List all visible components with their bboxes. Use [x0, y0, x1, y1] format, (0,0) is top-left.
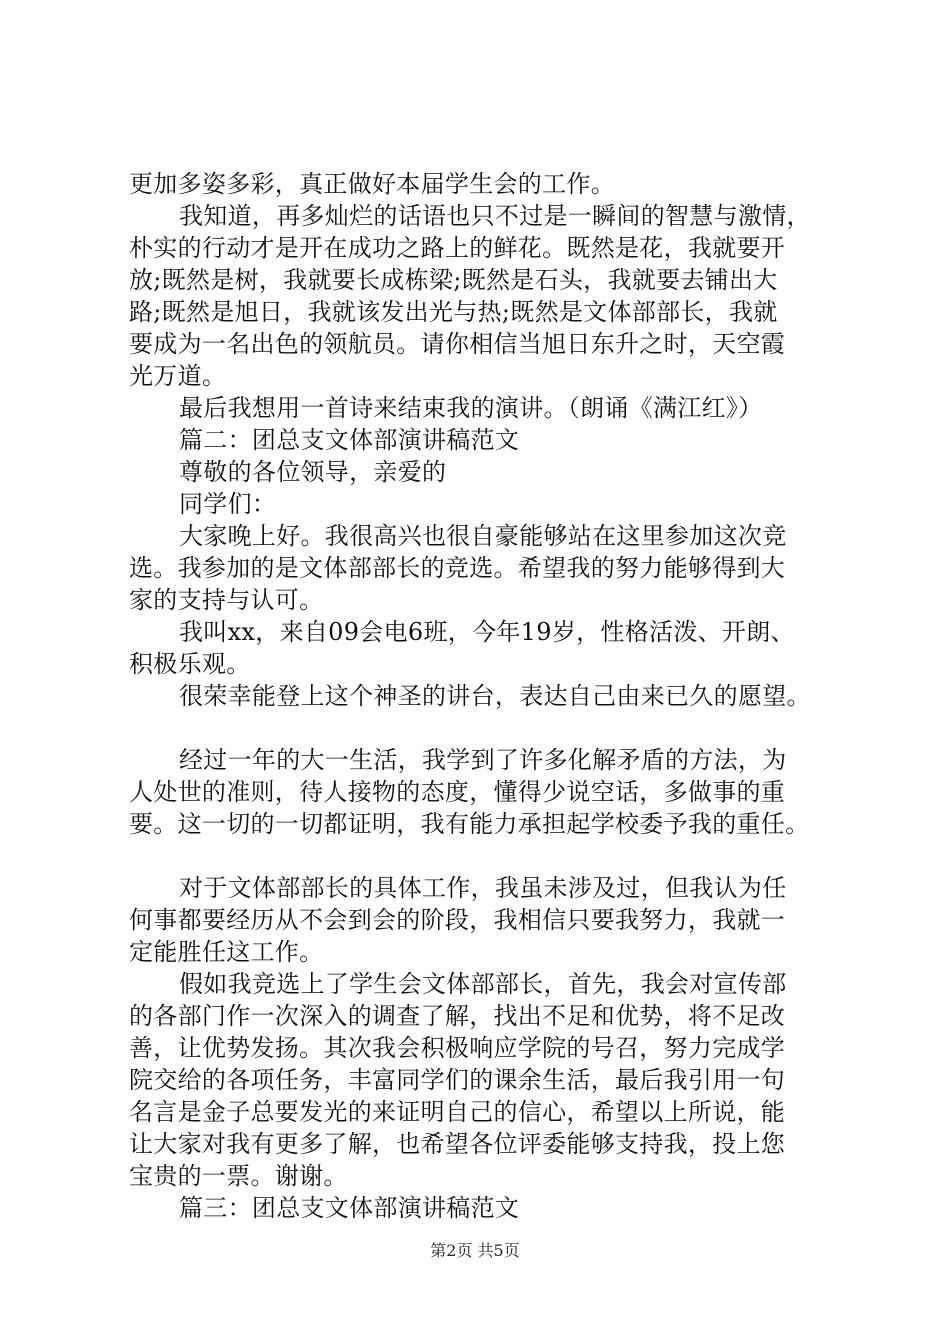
- text-line: 大家晚上好。我很高兴也很自豪能够站在这里参加这次竞: [179, 522, 787, 550]
- text-line: 同学们：: [179, 490, 277, 518]
- paragraph: [129, 616, 841, 680]
- text-line: 对于文体部部长的具体工作，我虽未涉及过，但我认为任: [179, 874, 787, 902]
- text-line: 放;既然是树，我就要长成栋梁;既然是石头，我就要去铺出大: [129, 266, 778, 294]
- paragraph-spacer: [129, 712, 841, 744]
- text-line: 让大家对我有更多了解，也希望各位评委能够支持我，投上您: [129, 1130, 786, 1158]
- paragraph: [129, 200, 841, 392]
- text-line: 定能胜任这工作。: [129, 938, 324, 966]
- text-line: 名言是金子总要发光的来证明自己的信心，希望以上所说，能: [129, 1098, 786, 1126]
- paragraph: [129, 424, 841, 456]
- paragraph-spacer: [129, 840, 841, 872]
- text-line: 家的支持与认可。: [129, 586, 324, 614]
- text-line: 善，让优势发扬。其次我会积极响应学院的号召，努力完成学: [129, 1034, 786, 1062]
- text-line: 更加多姿多彩，真正做好本届学生会的工作。: [129, 170, 615, 198]
- text-line: 假如我竞选上了学生会文体部部长，首先，我会对宣传部: [179, 970, 787, 998]
- paragraph: [129, 520, 841, 616]
- document-body: [129, 168, 841, 1224]
- text-line: 很荣幸能登上这个神圣的讲台，表达自己由来已久的愿望。: [179, 682, 811, 710]
- text-line: 要成为一名出色的领航员。请你相信当旭日东升之时，天空霞: [129, 330, 786, 358]
- page-footer: 第2页 共5页: [430, 1241, 520, 1260]
- text-line: 院交给的各项任务，丰富同学们的课余生活，最后我引用一句: [129, 1066, 786, 1094]
- text-line: 光万道。: [129, 362, 227, 390]
- text-line: 尊敬的各位领导，亲爱的: [179, 458, 447, 486]
- text-line: 最后我想用一首诗来结束我的演讲。（朗诵《满江红》）: [179, 394, 763, 422]
- text-line: 我叫xx，来自09会电6班，今年19岁，性格活泼、开朗、: [179, 618, 795, 646]
- paragraph: [129, 872, 841, 968]
- paragraph: [129, 680, 841, 712]
- text-line: 路;既然是旭日，我就该发出光与热;既然是文体部部长，我就: [129, 298, 778, 326]
- text-line: 何事都要经历从不会到会的阶段，我相信只要我努力，我就一: [129, 906, 786, 934]
- text-line: 宝贵的一票。谢谢。: [129, 1162, 348, 1190]
- text-line: 积极乐观。: [129, 650, 251, 678]
- paragraph: [129, 1192, 841, 1224]
- text-line: 经过一年的大一生活，我学到了许多化解矛盾的方法，为: [179, 746, 787, 774]
- text-line: 要。这一切的一切都证明，我有能力承担起学校委予我的重任。: [129, 810, 810, 838]
- text-line: 篇三：团总支文体部演讲稿范文: [179, 1194, 520, 1222]
- text-line: 选。我参加的是文体部部长的竞选。希望我的努力能够得到大: [129, 554, 786, 582]
- paragraph: [129, 456, 841, 488]
- text-line: 篇二：团总支文体部演讲稿范文: [179, 426, 520, 454]
- text-line: 人处世的准则，待人接物的态度，懂得少说空话，多做事的重: [129, 778, 786, 806]
- text-line: 的各部门作一次深入的调查了解，找出不足和优势，将不足改: [129, 1002, 786, 1030]
- paragraph: [129, 168, 841, 200]
- paragraph: [129, 488, 841, 520]
- text-line: 我知道，再多灿烂的话语也只不过是一瞬间的智慧与激情，: [179, 202, 811, 230]
- text-line: 朴实的行动才是开在成功之路上的鲜花。既然是花，我就要开: [129, 234, 786, 262]
- paragraph: [129, 968, 841, 1192]
- paragraph: [129, 744, 841, 840]
- paragraph: [129, 392, 841, 424]
